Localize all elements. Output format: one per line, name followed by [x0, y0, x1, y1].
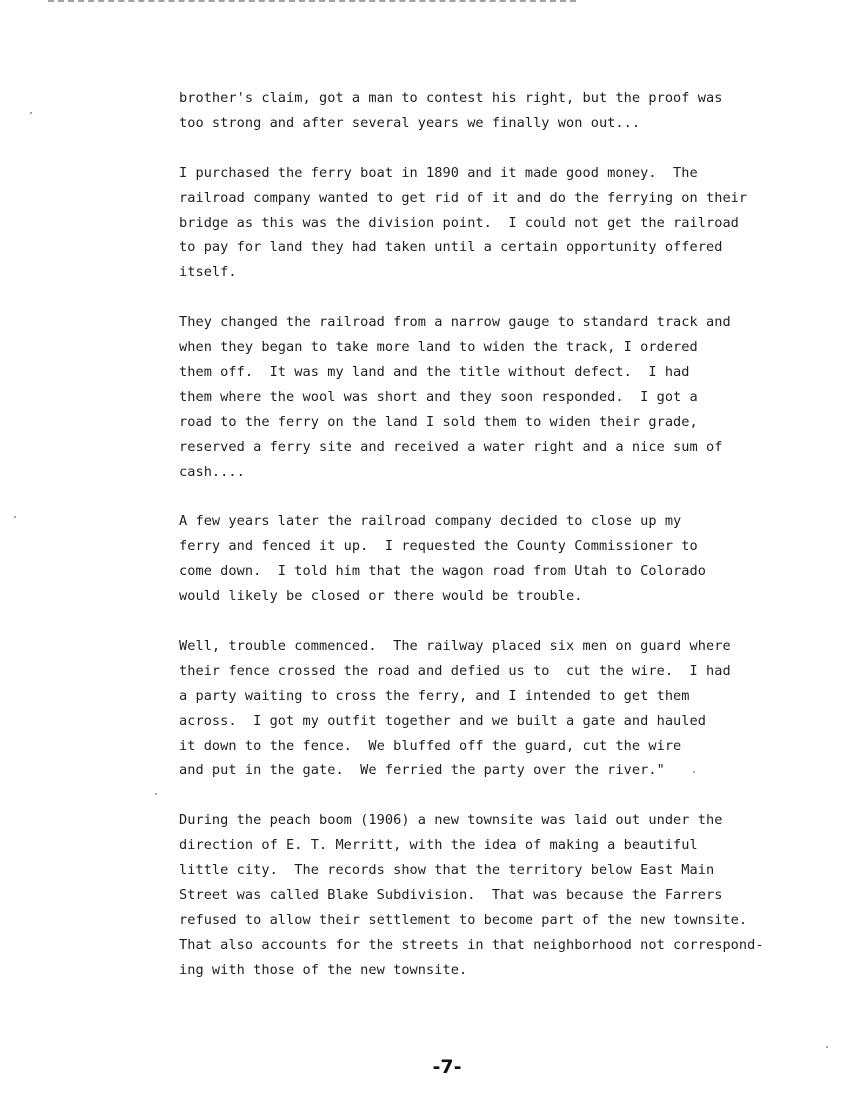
text-line: bridge as this was the division point. I could not get the railroad: [179, 214, 739, 231]
paragraph: [179, 86, 819, 136]
scan-speck: [826, 1046, 828, 1048]
text-line: them off. It was my land and the title without defect. I had: [179, 364, 690, 381]
text-line: it down to the fence. We bluffed off the guard, cut the wire: [179, 737, 682, 754]
text-line: I purchased the ferry boat in 1890 and it made good money. The: [179, 164, 698, 181]
text-line: During the peach boom (1906) a new townsite was laid out under the: [179, 812, 723, 829]
text-line: Well, trouble commenced. The railway placed six men on guard where: [179, 638, 731, 655]
text-line: when they began to take more land to widen the track, I ordered: [179, 339, 698, 356]
text-line: A few years later the railroad company decided to close up my: [179, 513, 682, 530]
scan-speck: [693, 771, 695, 773]
text-line: their fence crossed the road and defied us to cut the wire. I had: [179, 662, 731, 679]
paragraph: [179, 310, 819, 484]
scan-speck: [30, 112, 32, 114]
text-line: too strong and after several years we finally won out...: [179, 114, 641, 131]
text-line: cash....: [179, 463, 245, 480]
text-line: a party waiting to cross the ferry, and I intended to get them: [179, 687, 690, 704]
paragraph: [179, 808, 819, 982]
text-line: ing with those of the new townsite.: [179, 961, 468, 978]
text-line: refused to allow their settlement to become part of the new townsite.: [179, 911, 748, 928]
text-line: come down. I told him that the wagon road from Utah to Colorado: [179, 563, 706, 580]
text-line: them where the wool was short and they soon responded. I got a: [179, 388, 698, 405]
page-number: -7-: [432, 1056, 462, 1078]
text-line: They changed the railroad from a narrow gauge to standard track and: [179, 314, 731, 331]
text-line: Street was called Blake Subdivision. That was because the Farrers: [179, 887, 723, 904]
text-line: road to the ferry on the land I sold them to widen their grade,: [179, 413, 698, 430]
scan-speck: [14, 516, 16, 518]
top-edge-rule: [48, 0, 576, 4]
text-line: direction of E. T. Merritt, with the idea of making a beautiful: [179, 837, 698, 854]
scan-speck: [155, 793, 157, 795]
text-line: little city. The records show that the territory below East Main: [179, 862, 715, 879]
paragraph: [179, 509, 819, 609]
text-line: itself.: [179, 264, 237, 281]
text-line: ferry and fenced it up. I requested the County Commissioner to: [179, 538, 698, 555]
text-line: would likely be closed or there would be trouble.: [179, 588, 583, 605]
text-line: to pay for land they had taken until a certain opportunity offered: [179, 239, 723, 256]
text-line: and put in the gate. We ferried the party over the river.": [179, 762, 665, 779]
text-line: brother's claim, got a man to contest his right, but the proof was: [179, 90, 723, 106]
text-line: reserved a ferry site and received a water right and a nice sum of: [179, 438, 723, 455]
paragraph: [179, 161, 819, 285]
text-line: across. I got my outfit together and we built a gate and hauled: [179, 712, 706, 729]
text-line: That also accounts for the streets in that neighborhood not correspond-: [179, 936, 764, 953]
text-line: railroad company wanted to get rid of it and do the ferrying on their: [179, 189, 748, 206]
paragraph: [179, 634, 819, 783]
document-body: [179, 86, 819, 1008]
